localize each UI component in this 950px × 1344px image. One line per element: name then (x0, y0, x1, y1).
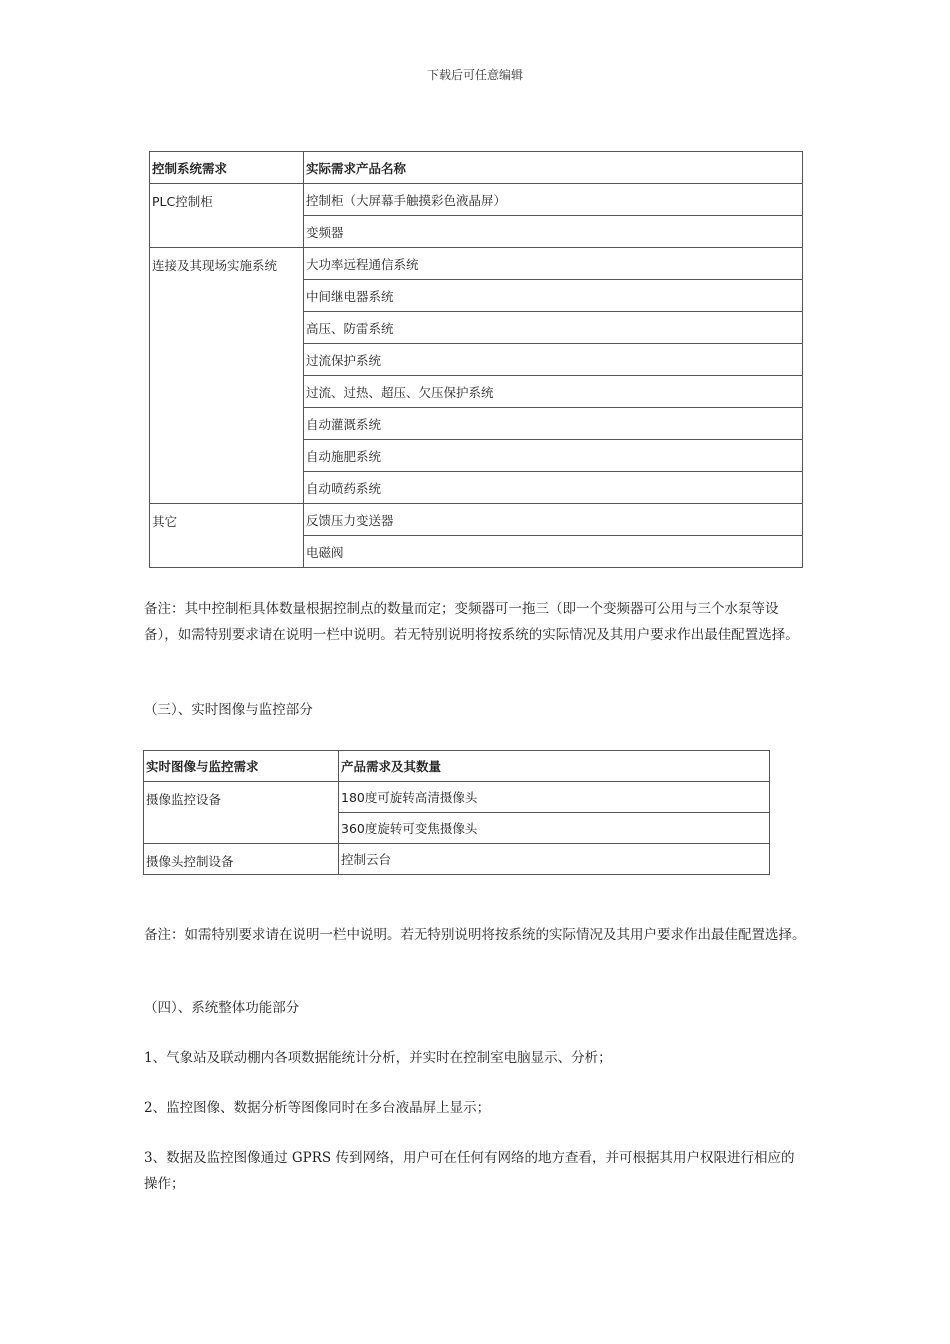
product-cell: 过流、过热、超压、欠压保护系统 (304, 376, 803, 408)
table-row (150, 184, 803, 216)
product-cell: 过流保护系统 (304, 344, 803, 376)
section-title-realtime-monitoring: （三）、实时图像与监控部分 (144, 702, 313, 718)
function-item: 3、数据及监控图像通过 GPRS 传到网络，用户可在任何有网络的地方查看，并可根据其用户权限进行相应的操作； (144, 1150, 795, 1192)
table-row (150, 504, 803, 536)
table-header-row (144, 751, 770, 782)
product-cell: 高压、防雷系统 (304, 312, 803, 344)
monitoring-table (143, 750, 770, 875)
section-title-system-functions: （四）、系统整体功能部分 (144, 1000, 300, 1016)
column-header-product: 产品需求及其数量 (339, 751, 770, 782)
product-cell: 控制柜（大屏幕手触摸彩色液晶屏） (304, 184, 803, 216)
product-cell: 电磁阀 (304, 536, 803, 568)
table-row (144, 844, 770, 875)
product-cell: 180度可旋转高清摄像头 (339, 782, 770, 813)
category-cell: 其它 (150, 504, 304, 568)
column-header-requirement: 实时图像与监控需求 (144, 751, 339, 782)
category-cell: PLC控制柜 (150, 184, 304, 248)
product-cell: 大功率远程通信系统 (304, 248, 803, 280)
product-cell: 自动施肥系统 (304, 440, 803, 472)
table-row (150, 248, 803, 280)
category-cell: 摄像监控设备 (144, 782, 339, 844)
product-cell: 变频器 (304, 216, 803, 248)
note-control-cabinet: 备注：其中控制柜具体数量根据控制点的数量而定；变频器可一拖三（即一个变频器可公用与三个水泵等设备），如需特别要求请在说明一栏中说明。若无特别说明将按系统的实际情况及其用户要求作出最佳配置选择。 (144, 601, 799, 643)
function-item: 2、监控图像、数据分析等图像同时在多台液晶屏上显示； (144, 1100, 491, 1116)
product-cell: 反馈压力变送器 (304, 504, 803, 536)
product-cell: 360度旋转可变焦摄像头 (339, 813, 770, 844)
product-cell: 自动灌溉系统 (304, 408, 803, 440)
category-cell: 摄像头控制设备 (144, 844, 339, 875)
control-system-table (149, 151, 803, 568)
column-header-product: 实际需求产品名称 (304, 152, 803, 184)
table-header-row (150, 152, 803, 184)
table-row (144, 782, 770, 813)
note-special-requirements: 备注：如需特别要求请在说明一栏中说明。若无特别说明将按系统的实际情况及其用户要求作出最佳配置选择。 (144, 927, 806, 943)
column-header-requirement: 控制系统需求 (150, 152, 304, 184)
header-note: 下载后可任意编辑 (426, 68, 523, 82)
function-item: 1、气象站及联动棚内各项数据能统计分析，并实时在控制室电脑显示、分析； (144, 1050, 612, 1066)
category-cell: 连接及其现场实施系统 (150, 248, 304, 504)
product-cell: 控制云台 (339, 844, 770, 875)
product-cell: 中间继电器系统 (304, 280, 803, 312)
product-cell: 自动喷药系统 (304, 472, 803, 504)
